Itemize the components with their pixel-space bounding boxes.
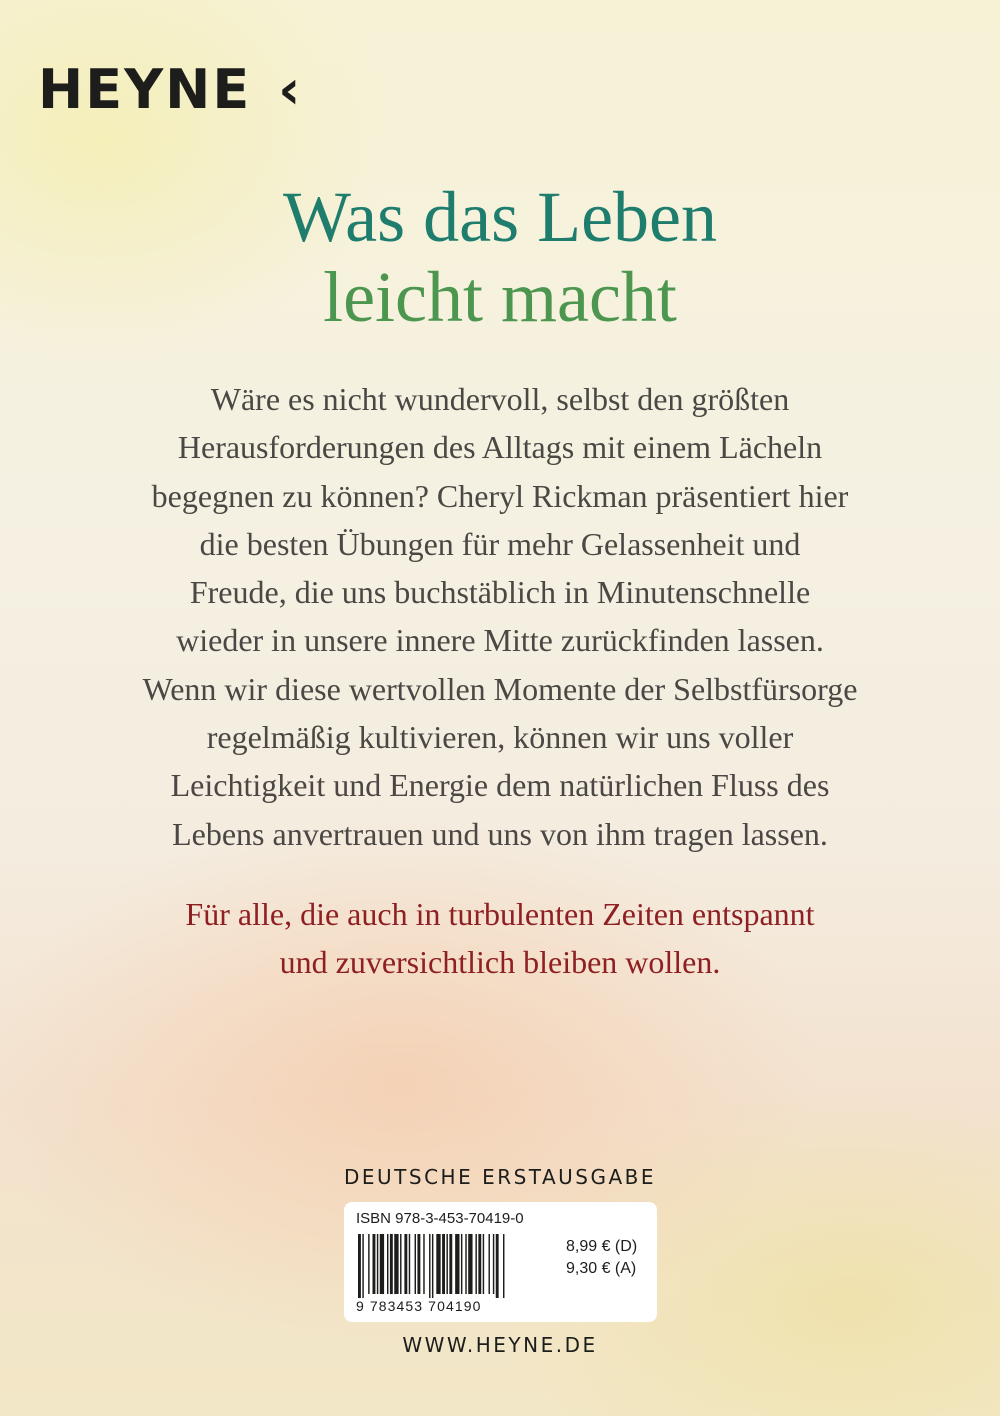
barcode-bar — [461, 1234, 462, 1294]
blurb-line: Freude, die uns buchstäblich in Minutenschnelle — [189, 574, 811, 611]
barcode-bar — [409, 1234, 410, 1294]
blurb-line: wieder in unsere innere Mitte zurückfinden lassen. — [176, 622, 824, 659]
barcode-bar — [483, 1234, 484, 1294]
tagline — [60, 890, 940, 986]
barcode-bar — [493, 1234, 494, 1294]
barcode-bar — [387, 1234, 388, 1294]
barcode-bar — [496, 1234, 499, 1298]
isbn-barcode-box — [344, 1202, 657, 1322]
barcode-bar — [400, 1234, 401, 1294]
barcode-bar — [442, 1234, 445, 1294]
edition-label: DEUTSCHE ERSTAUSGABE — [343, 1165, 657, 1189]
barcode-bar — [489, 1234, 490, 1294]
barcode-bar — [373, 1234, 376, 1294]
book-title-line-1: Was das Leben — [282, 177, 718, 257]
blurb-line: begegnen zu können? Cheryl Rickman präsentiert hier — [151, 477, 849, 514]
blurb-line: Lebens anvertrauen und uns von ihm tragen lassen. — [172, 815, 828, 852]
barcode-icon — [356, 1234, 546, 1298]
blurb-text — [60, 375, 940, 858]
barcode-bar — [503, 1234, 504, 1298]
barcode-bar — [394, 1234, 398, 1294]
price-block — [566, 1236, 637, 1280]
barcode-bar — [415, 1234, 416, 1294]
barcode-bar — [468, 1234, 472, 1294]
publisher-logo — [38, 60, 302, 120]
publisher-name: HEYNE — [38, 58, 252, 121]
barcode-bar — [465, 1234, 466, 1294]
tagline-line: und zuversichtlich bleiben wollen. — [279, 944, 721, 980]
publisher-mark: ‹ — [278, 58, 303, 121]
blurb-line: die besten Übungen für mehr Gelassenheit und — [199, 525, 801, 562]
barcode-bar — [475, 1234, 476, 1294]
blurb-line: Wäre es nicht wundervoll, selbst den größten — [210, 381, 790, 417]
barcode-bar — [446, 1234, 447, 1294]
barcode-bar — [358, 1234, 361, 1298]
blurb-line: Leichtigkeit und Energie dem natürlichen Fluss des — [170, 767, 830, 804]
isbn-label: ISBN 978-3-453-70419-0 — [356, 1210, 524, 1227]
barcode-bar — [377, 1234, 378, 1294]
barcode-bar — [429, 1234, 430, 1298]
barcode-bar — [436, 1234, 440, 1294]
price-austria: 9,30 € (A) — [566, 1260, 637, 1277]
barcode-bar — [432, 1234, 433, 1298]
publisher-website: WWW.HEYNE.DE — [402, 1333, 598, 1357]
blurb-line: Herausforderungen des Alltags mit einem Lächeln — [177, 429, 823, 466]
price-germany: 8,99 € (D) — [566, 1238, 638, 1255]
barcode-bar — [455, 1234, 459, 1294]
barcode-bar — [478, 1234, 481, 1294]
barcode-bar — [362, 1234, 363, 1298]
barcode-digits: 9 783453 704190 — [356, 1298, 482, 1314]
blurb-line: Wenn wir diese wertvollen Momente der Selbstfürsorge — [142, 670, 858, 707]
book-title-line-2: leicht macht — [323, 257, 677, 337]
barcode-bar — [390, 1234, 393, 1294]
barcode-bar — [368, 1234, 369, 1294]
barcode-bar — [380, 1234, 384, 1294]
barcode-bar — [449, 1234, 452, 1294]
barcode-bar — [404, 1234, 407, 1294]
barcode-bar — [423, 1234, 424, 1294]
tagline-line: Für alle, die auch in turbulenten Zeiten entspannt — [185, 896, 815, 932]
barcode-bar — [417, 1234, 420, 1294]
blurb-line: regelmäßig kultivieren, können wir uns voller — [206, 719, 794, 756]
